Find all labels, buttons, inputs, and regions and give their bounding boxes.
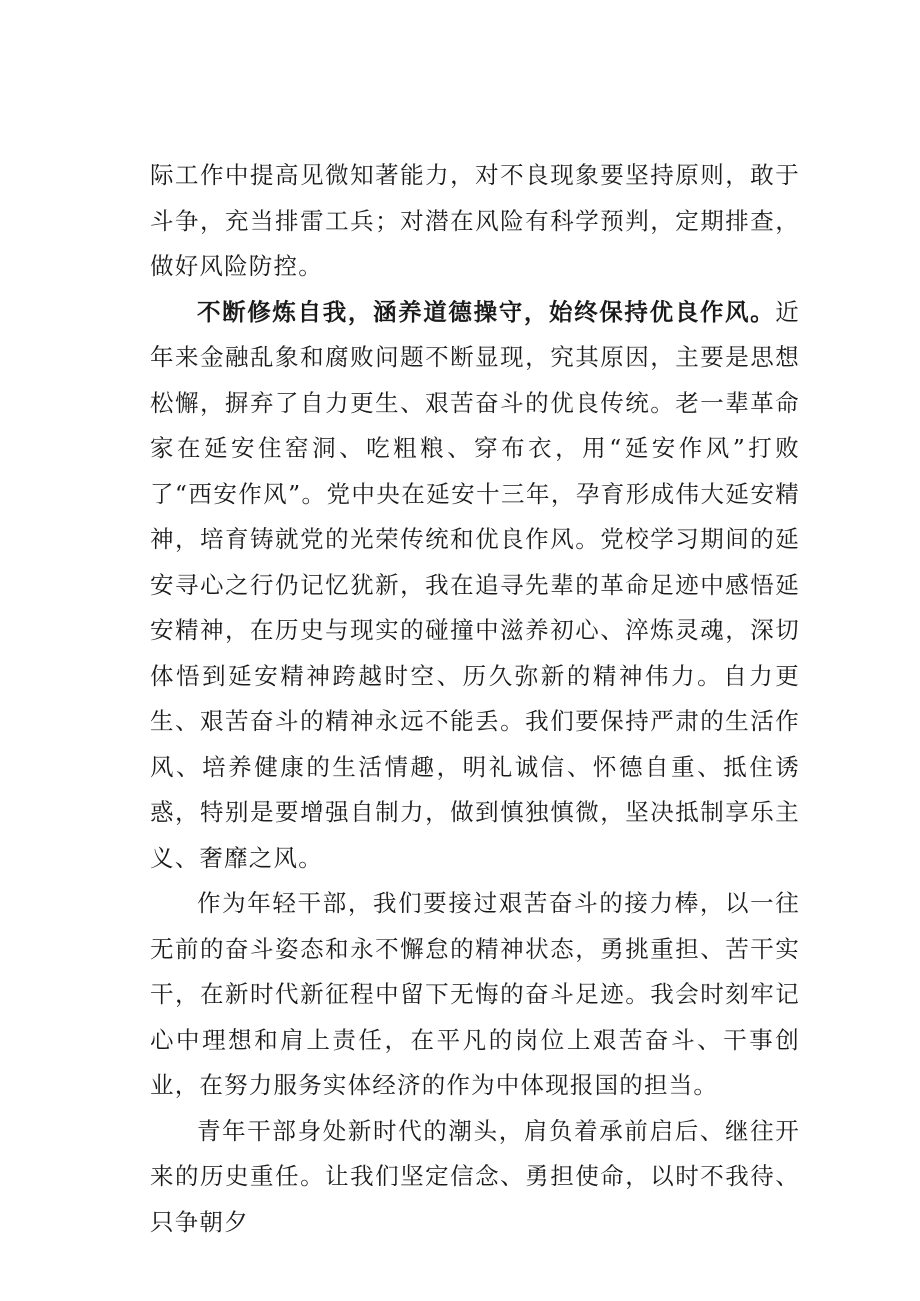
paragraph-text: 际工作中提高见微知著能力，对不良现象要坚持原则，敢于斗争，充当排雷工兵；对潜在风险有科学预判，定期排查，做好风险防控。 (150, 161, 800, 280)
paragraph-style-section (150, 290, 800, 882)
paragraph-text: 作为年轻干部，我们要接过艰苦奋斗的接力棒，以一往无前的奋斗姿态和永不懈怠的精神状态，勇挑重担、苦干实干，在新时代新征程中留下无悔的奋斗足迹。我会时刻牢记心中理想和肩上责任，在平凡的岗位上艰苦奋斗、干事创业，在努力服务实体经济的作为中体现报国的担当。 (150, 889, 800, 1099)
paragraph-text: 青年干部身处新时代的潮头，肩负着承前启后、继往开来的历史重任。让我们坚定信念、勇担使命，以时不我待、只争朝夕 (150, 1116, 800, 1236)
document-body (150, 153, 800, 1245)
paragraph-text: 近年来金融乱象和腐败问题不断显现，究其原因，主要是思想松懈，摒弃了自力更生、艰苦奋斗的优良传统。老一辈革命家在延安住窑洞、吃粗粮、穿布衣，用“延安作风”打败了“西安作风”。党中央在延安十三年，孕育形成伟大延安精神，培育铸就党的光荣传统和优良作风。党校学习期间的延安寻心之行仍记忆犹新，我在追寻先辈的革命足迹中感悟延安精神，在历史与现实的碰撞中滋养初心、淬炼灵魂，深切体悟到延安精神跨越时空、历久弥新的精神伟力。自力更生、艰苦奋斗的精神永远不能丢。我们要保持严肃的生活作风、培养健康的生活情趣，明礼诚信、怀德自重、抵住诱惑，特别是要增强自制力，做到慎独慎微，坚决抵制享乐主义、奢靡之风。 (150, 297, 800, 872)
paragraph-new-era (150, 1109, 800, 1246)
paragraph-lead-heading: 不断修炼自我，涵养道德操守，始终保持优良作风。 (197, 297, 776, 326)
paragraph-continuation (150, 153, 800, 290)
paragraph-young-cadres (150, 881, 800, 1109)
